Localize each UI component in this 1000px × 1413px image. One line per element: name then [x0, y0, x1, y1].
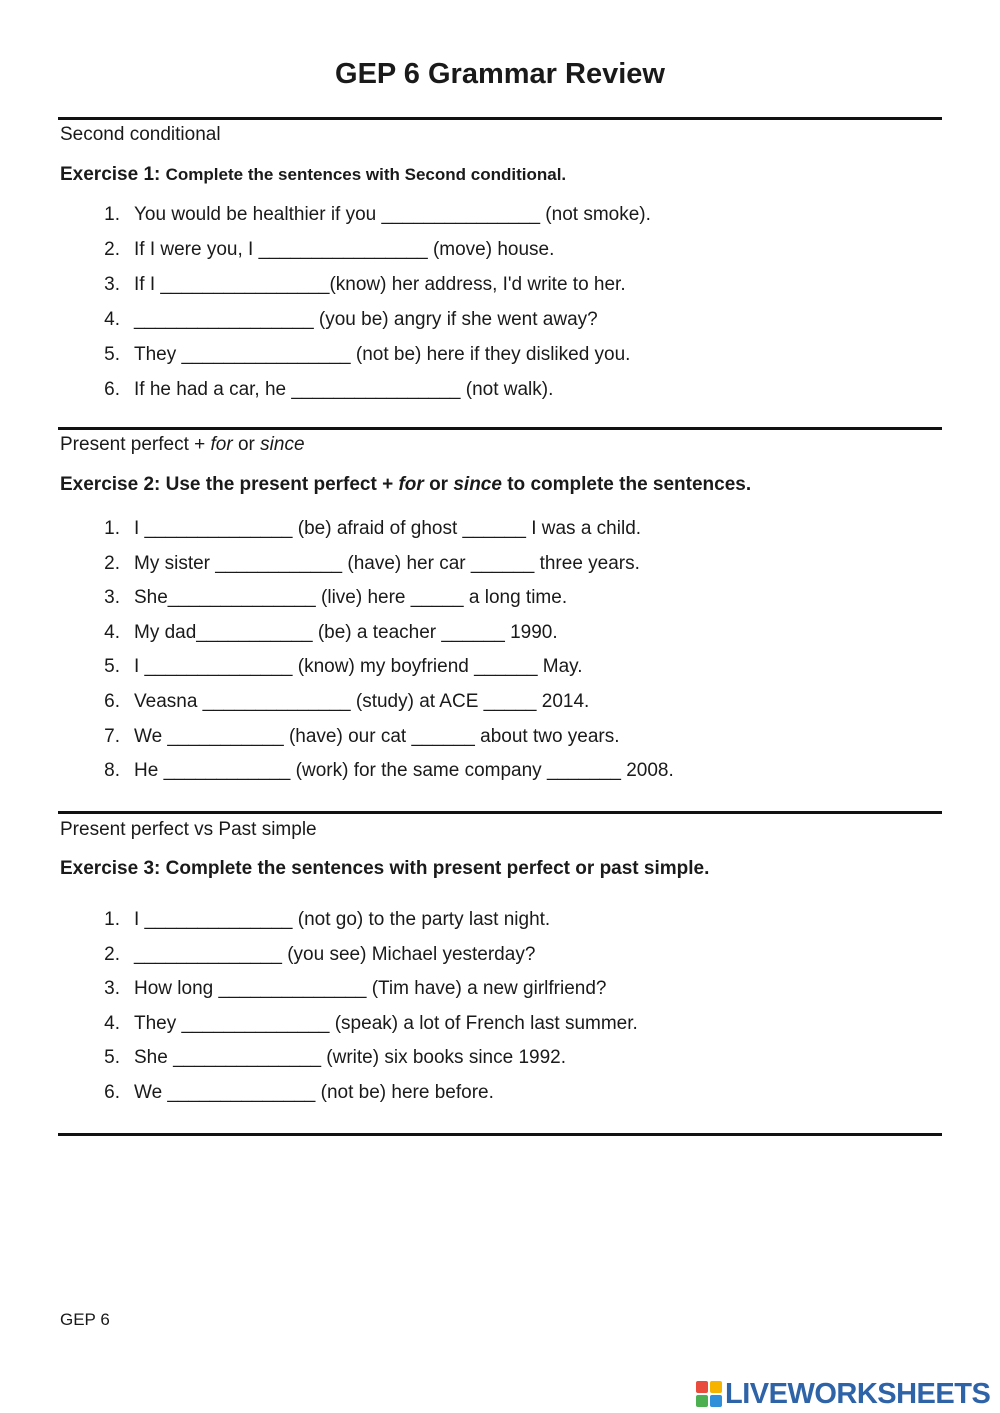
- list-item: 5. They ________________ (not be) here if they disliked you.: [104, 344, 631, 365]
- exercise-2-list: [60, 517, 940, 794]
- list-item: 6. We ______________ (not be) here before.: [104, 1081, 494, 1103]
- list-item: 2. If I were you, I ________________ (move) house.: [104, 239, 555, 260]
- list-item: 3. She______________ (live) here _____ a long time.: [104, 587, 568, 609]
- list-item: 4. They ______________ (speak) a lot of French last summer.: [104, 1012, 638, 1034]
- logo-text: LIVEWORKSHEETS: [725, 1377, 991, 1410]
- section-label: Present perfect + for or since: [60, 434, 305, 455]
- exercise-3-heading: Exercise 3: Complete the sentences with present perfect or past simple.: [60, 858, 710, 879]
- list-item: 3. If I ________________(know) her address, I'd write to her.: [104, 274, 626, 295]
- list-item: 6. Veasna ______________ (study) at ACE _____ 2014.: [104, 690, 590, 712]
- list-item: 7. We ___________ (have) our cat ______ about two years.: [104, 725, 620, 747]
- exercise-instructions: Complete the sentences with Second conditional.: [165, 165, 567, 184]
- section-divider: [58, 811, 942, 814]
- list-item: 4. _________________ (you be) angry if she went away?: [104, 309, 598, 330]
- list-item: 1. You would be healthier if you _______________ (not smoke).: [104, 204, 651, 225]
- section-present-perfect-for-since: [60, 433, 940, 794]
- exercise-2-heading: Exercise 2: Use the present perfect + for or since to complete the sentences.: [60, 474, 752, 495]
- list-item: 1. I ______________ (not go) to the party last night.: [104, 909, 551, 930]
- list-item: 5. She ______________ (write) six books since 1992.: [104, 1047, 567, 1069]
- page-footer: GEP 6: [60, 1310, 110, 1329]
- list-item: 4. My dad___________ (be) a teacher ______ 1990.: [104, 621, 558, 643]
- logo-icon: [696, 1381, 722, 1407]
- section-label: Present perfect vs Past simple: [60, 819, 317, 840]
- list-item: 5. I ______________ (know) my boyfriend ______ May.: [104, 656, 583, 678]
- exercise-1-list: [60, 203, 940, 413]
- section-present-perfect-vs-past-simple: [60, 818, 940, 1116]
- exercise-number: Exercise 1:: [60, 164, 161, 185]
- list-item: 1. I ______________ (be) afraid of ghost ______ I was a child.: [104, 518, 642, 539]
- section-second-conditional: [60, 123, 940, 413]
- section-divider: [58, 117, 942, 120]
- list-item: 8. He ____________ (work) for the same company _______ 2008.: [104, 760, 674, 782]
- section-divider: [58, 427, 942, 430]
- list-item: 6. If he had a car, he ________________ (not walk).: [104, 379, 554, 400]
- page-title: GEP 6 Grammar Review: [335, 58, 665, 90]
- exercise-1-heading: [60, 163, 940, 187]
- section-label: Second conditional: [60, 124, 221, 145]
- exercise-3-list: [60, 908, 940, 1116]
- section-divider: [58, 1133, 942, 1136]
- list-item: 2. My sister ____________ (have) her car ______ three years.: [104, 552, 640, 574]
- liveworksheets-logo[interactable]: [696, 1377, 990, 1411]
- list-item: 3. How long ______________ (Tim have) a new girlfriend?: [104, 978, 607, 1000]
- list-item: 2. ______________ (you see) Michael yesterday?: [104, 943, 536, 965]
